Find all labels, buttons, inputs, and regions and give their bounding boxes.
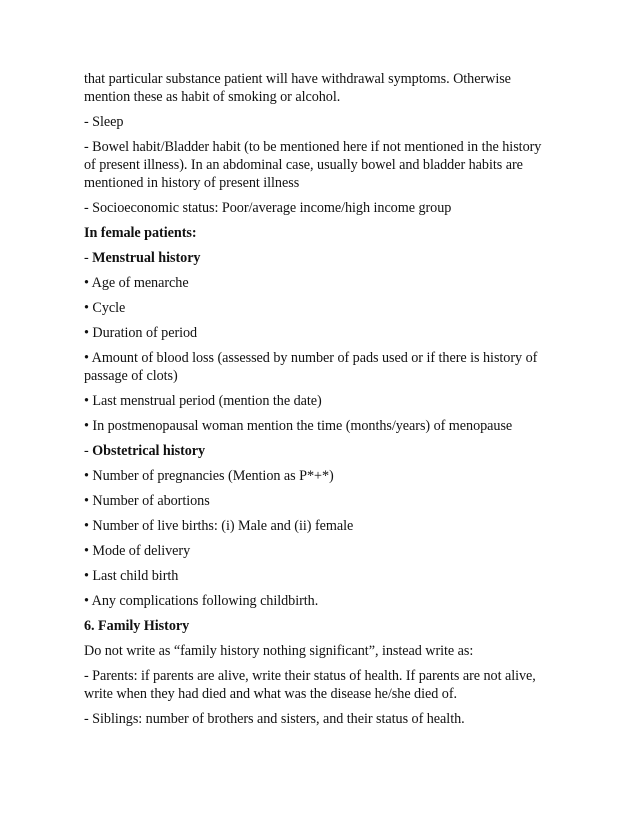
paragraph-sleep: - Sleep: [84, 114, 124, 130]
menstrual-item: • Last menstrual period (mention the date): [84, 393, 322, 409]
paragraph-substance-habit: that particular substance patient will have withdrawal symptoms. Otherwise mention these as habit of smoking or alcohol.: [84, 71, 511, 105]
document-page: [84, 70, 554, 735]
heading-obstetrical-history: [84, 442, 554, 460]
menstrual-item: • Amount of blood loss (assessed by number of pads used or if there is history of passage of clots): [84, 350, 538, 384]
obstetrical-item: • Number of live births: (i) Male and (ii) female: [84, 518, 354, 534]
paragraph-family-intro: Do not write as “family history nothing significant”, instead write as:: [84, 643, 474, 659]
obstetrical-heading-text: Obstetrical history: [92, 443, 206, 459]
menstrual-item: • Cycle: [84, 300, 126, 316]
paragraph-bowel-bladder: - Bowel habit/Bladder habit (to be mentioned here if not mentioned in the history of present illness). In an abdominal case, usually bowel and bladder habits are mentioned in history of present illness: [84, 139, 542, 191]
menstrual-item: • Duration of period: [84, 325, 198, 341]
menstrual-prefix: -: [84, 250, 93, 266]
obstetrical-item: • Mode of delivery: [84, 543, 191, 559]
menstrual-item: • Age of menarche: [84, 275, 189, 291]
heading-female-patients: In female patients:: [84, 225, 197, 241]
obstetrical-prefix: -: [84, 443, 93, 459]
obstetrical-item: • Last child birth: [84, 568, 179, 584]
menstrual-item: • In postmenopausal woman mention the time (months/years) of menopause: [84, 418, 513, 434]
heading-family-history: 6. Family History: [84, 618, 190, 634]
obstetrical-item: • Any complications following childbirth.: [84, 593, 319, 609]
paragraph-socioeconomic: - Socioeconomic status: Poor/average income/high income group: [84, 200, 452, 216]
heading-menstrual-history: [84, 249, 554, 267]
obstetrical-item: • Number of pregnancies (Mention as P*+*): [84, 468, 334, 484]
menstrual-heading-text: Menstrual history: [92, 250, 201, 266]
paragraph-parents: - Parents: if parents are alive, write their status of health. If parents are not alive, write when they had died and what was the disease he/she died of.: [84, 668, 536, 702]
obstetrical-item: • Number of abortions: [84, 493, 210, 509]
paragraph-siblings: - Siblings: number of brothers and sisters, and their status of health.: [84, 711, 465, 727]
